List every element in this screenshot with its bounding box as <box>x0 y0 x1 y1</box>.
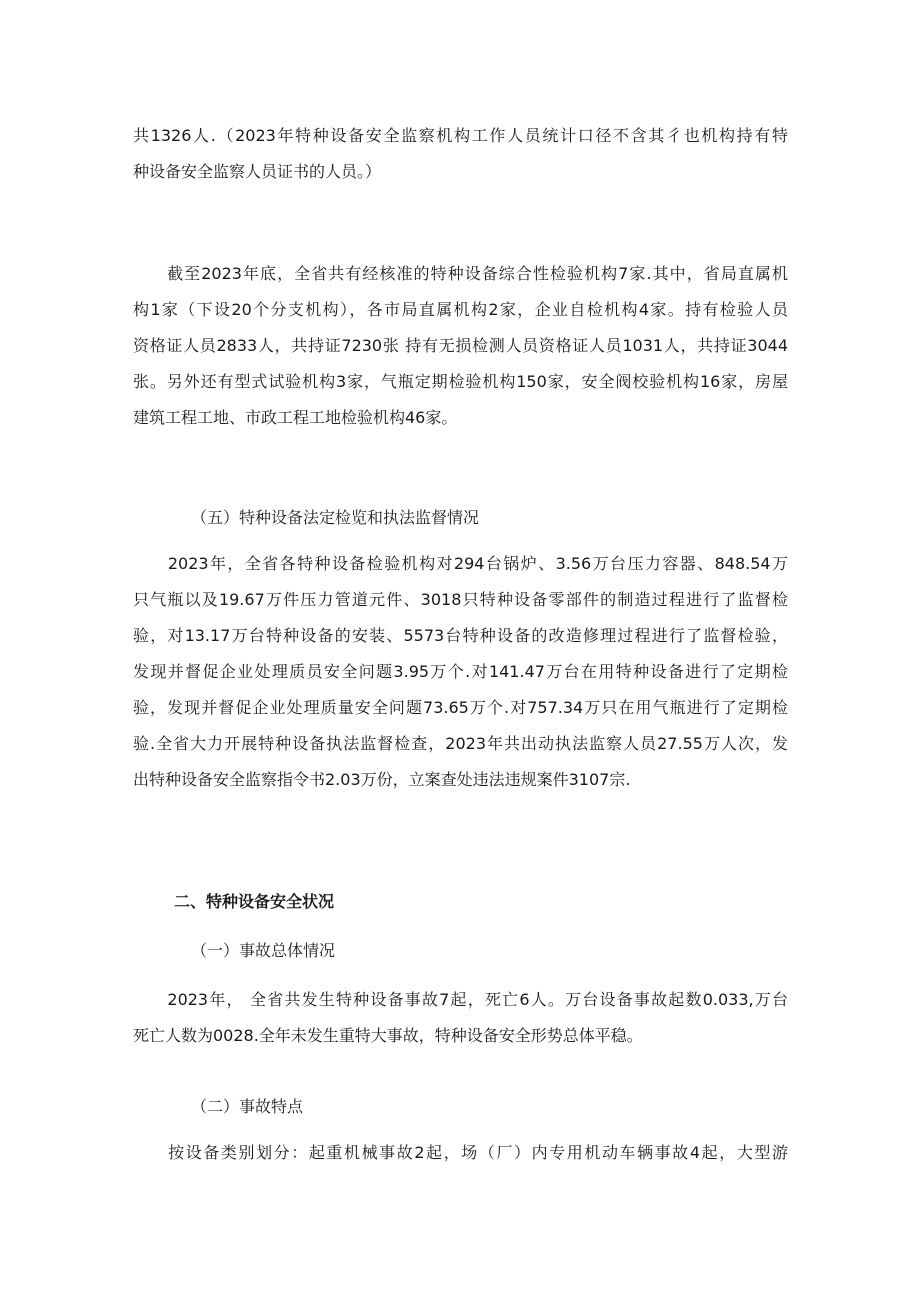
text-line: 2023年， 全省共发生特种设备事故7起，死亡6人。万台设备事故起数0.033,万台 <box>133 990 788 1009</box>
text-line: 资格证人员2833人，共持证7230张 持有无损检测人员资格证人员1031人，共持证3044 <box>133 336 788 355</box>
text-line: 出特种设备安全监察指令书2.03万份，立案查处违法违规案件3107宗. <box>133 770 631 789</box>
text-line: 建筑工程工地、市政工程工地检验机构46家。 <box>133 408 458 427</box>
paragraph-accident-features <box>133 1135 788 1171</box>
subheading-accident-features: （二）事故特点 <box>191 1097 304 1116</box>
subheading-accident-overview: （一）事故总体情况 <box>191 941 336 960</box>
paragraph-inspection-enforcement <box>133 546 788 798</box>
paragraph-inspection-institutions <box>133 256 788 436</box>
text-line: 截至2023年底，全省共有经核准的特种设备综合性检验机构7家.其中，省局直属机 <box>133 264 788 283</box>
text-line: 只气瓶以及19.67万件压力管道元件、3018只特种设备零部件的制造过程进行了监督检 <box>133 590 788 609</box>
subheading-legal-inspection: （五）特种设备法定检览和执法监督情况 <box>191 508 480 527</box>
text-line: 验，对13.17万台特种设备的安装、5573台特种设备的改造修理过程进行了监督检验， <box>133 626 788 645</box>
text-line: 构1家（下设20个分支机构），各市局直属机构2家，企业自检机构4家。持有检验人员 <box>133 300 788 319</box>
text-line: 验.全省大力开展特种设备执法监督检查，2023年共出动执法监察人员27.55万人次，发 <box>133 734 788 753</box>
text-line: 发现并督促企业处理质员安全问题3.95万个.对141.47万台在用特种设备进行了定期检 <box>133 662 788 681</box>
section-heading-safety-status: 二、特种设备安全状况 <box>174 892 335 911</box>
text-line: 张。另外还有型式试验机构3家，气瓶定期检验机构150家，安全阀校验机构16家，房屋 <box>133 372 788 391</box>
text-line: 按设备类别划分：起重机械事故2起，场（厂）内专用机动车辆事故4起，大型游 <box>133 1143 788 1162</box>
paragraph-accident-overview <box>133 982 788 1054</box>
text-line: 种设备安全监察人员证书的人员。） <box>133 162 382 181</box>
text-line: 共1326人.（2023年特种设备安全监察机构工作人员统计口径不含其彳也机构持有特 <box>133 126 788 145</box>
text-line: 2023年，全省各特种设备检验机构对294台锅炉、3.56万台压力容器、848.54万 <box>133 554 788 573</box>
text-line: 验，发现并督促企业处理质量安全问题73.65万个.对757.34万只在用气瓶进行了定期检 <box>133 698 788 717</box>
paragraph-staff-count <box>133 118 788 190</box>
text-line: 死亡人数为0028.全年未发生重特大事故，特种设备安全形势总体平稳。 <box>133 1026 643 1045</box>
